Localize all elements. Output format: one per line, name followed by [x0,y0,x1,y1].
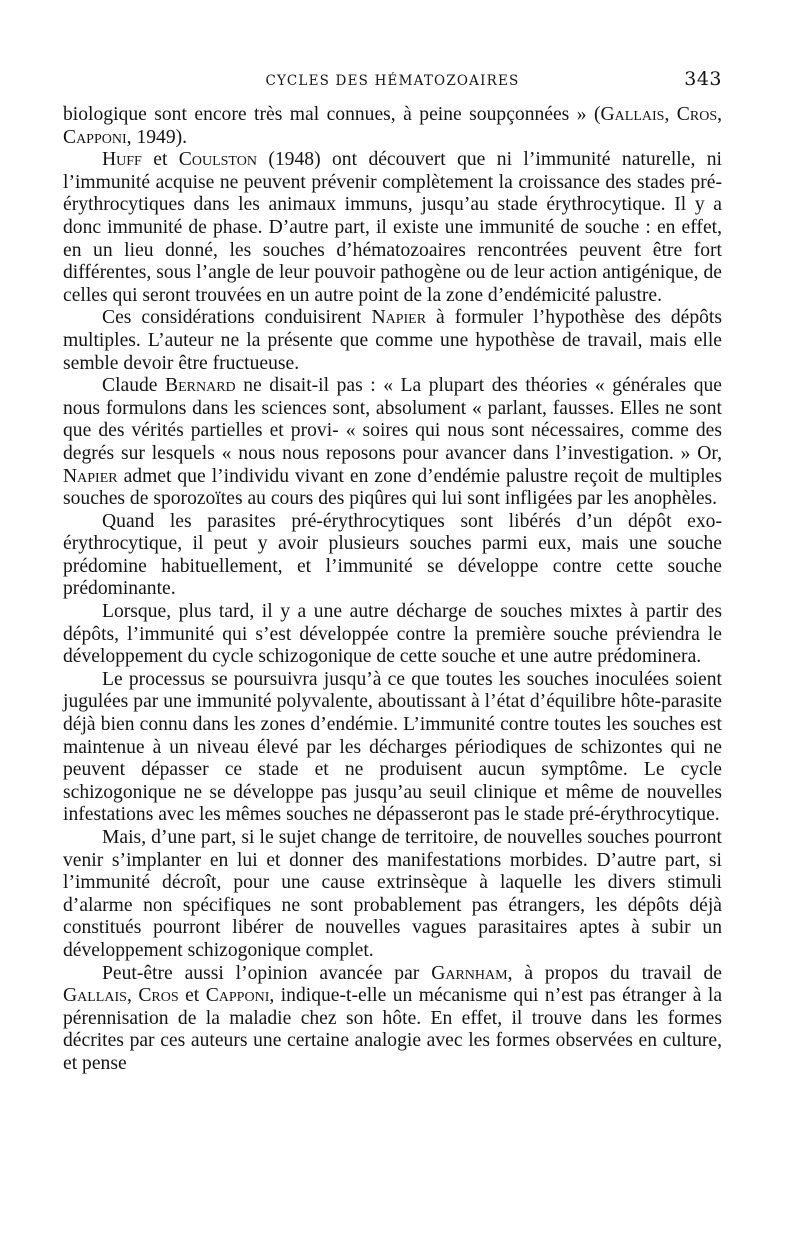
page-header [63,64,722,104]
author-name: Huff [102,149,142,171]
paragraph [63,669,722,827]
text-segment: Peut-être aussi l’opinion avancée par [102,962,432,984]
text-segment: , [126,985,139,1007]
page-number: 343 [684,68,722,90]
author-name: Capponi [205,985,270,1007]
author-name: Gallais [63,985,127,1007]
paragraph [63,963,722,1076]
running-title: CYCLES DES HÉMATOZOAIRES [265,73,520,89]
text-segment: , à propos du travail de [507,962,723,984]
text-segment: et [141,149,179,171]
text-segment: ne disait-il pas : « La plupart des théories « générales que nous formulons dans les sciences sont, absolument « parlant, fausses. Elles ne sont que des vérités partielles et provi- « soires qui nous sont nécessaires, comme des degrés sur lesquels « nous nous reposons pour avancer dans l’investigation. » Or, [63,375,722,464]
text-segment: (1948) ont découvert que ni l’immunité naturelle, ni l’immunité acquise ne peuvent prévenir complètement la croissance des stades pré-érythrocytiques dans les animaux immuns, jusqu’au stade érythrocytique. Il y a donc immunité de phase. D’autre part, il existe une immunité de souche : en effet, en un lieu donné, les souches d’hématozoaires rencontrées peuvent être fort différentes, sous l’angle de leur pouvoir pathogène ou de leur action antigénique, de celles qui seront trouvées en un autre point de la zone d’endémicité palustre. [63,149,722,306]
author-name: Napier [63,465,118,487]
author-name: Bernard [165,375,236,397]
author-name: Gallais, Cros, Capponi [63,104,723,148]
paragraph [63,149,722,307]
text-segment: Le processus se poursuivra jusqu’à ce que toutes les souches inoculées soient jugulées par une immunité polyvalente, aboutissant à l’état d’équilibre hôte-parasite déjà bien connu dans les zones d’endémie. L’immunité contre toutes les souches est maintenue à un niveau élevé par les décharges périodiques de schizontes qui ne peuvent dépasser ce stade et ne produisent aucun symptôme. Le cycle schizogonique ne se développe pas jusqu’au seuil clinique et même de nouvelles infestations avec les mêmes souches ne dépasseront pas le stade pré-érythrocytique. [63,668,722,826]
text-segment: Claude [102,375,166,397]
author-name: Garnham [431,962,508,984]
text-segment: admet que l’individu vivant en zone d’endémie palustre reçoit de multiples souches de sporozoïtes au cours des piqûres qui lui sont infligées par les anophèles. [63,465,722,510]
text-segment: Ces considérations conduisirent [102,307,372,329]
text-segment: à formuler l’hypothèse des dépôts multiples. L’auteur ne la présente que comme une hypothèse de travail, mais elle semble devoir être fructueuse. [63,307,722,374]
author-name: Napier [371,307,427,329]
paragraph [63,104,722,149]
text-segment: Lorsque, plus tard, il y a une autre décharge de souches mixtes à partir des dépôts, l’immunité qui s’est développée contre la première souche préviendra le développement du cycle schizogonique de cette souche et une autre prédominera. [63,601,722,668]
paragraph [63,375,722,511]
text-segment: Quand les parasites pré-érythrocytiques sont libérés d’un dépôt exo-érythrocytique, il peut y avoir plusieurs souches parmi eux, mais une souche prédomine habituellement, et l’immunité se développe contre cette souche prédominante. [63,510,722,600]
author-name: Coulston [178,149,257,171]
paragraph [63,307,722,375]
text-segment: biologique sont encore très mal connues, à peine soupçonnées » ( [63,104,601,125]
paragraph [63,601,722,669]
text-segment: , 1949). [126,126,188,148]
paragraph [63,827,722,963]
paragraph [63,511,722,601]
text-segment: et [178,985,206,1007]
author-name: Cros [138,985,179,1007]
document-page [63,64,722,1076]
body-text [63,104,722,1076]
text-segment: Mais, d’une part, si le sujet change de territoire, de nouvelles souches pourront venir s’implanter en lui et donner des manifestations morbides. D’autre part, si l’immunité décroît, pour une cause extrinsèque à laquelle les divers stimuli d’alarme non spécifiques ne sont probablement pas étrangers, les dépôts déjà constitués pourront libérer de nouvelles vagues parasitaires aptes à subir un développement schizogonique complet. [63,827,722,961]
text-segment: , indique-t-elle un mécanisme qui n’est pas étranger à la pérennisation de la maladie chez son hôte. En effet, il trouve dans les formes décrites par ces auteurs une certaine analogie avec les formes observées en culture, et pense [63,985,723,1074]
